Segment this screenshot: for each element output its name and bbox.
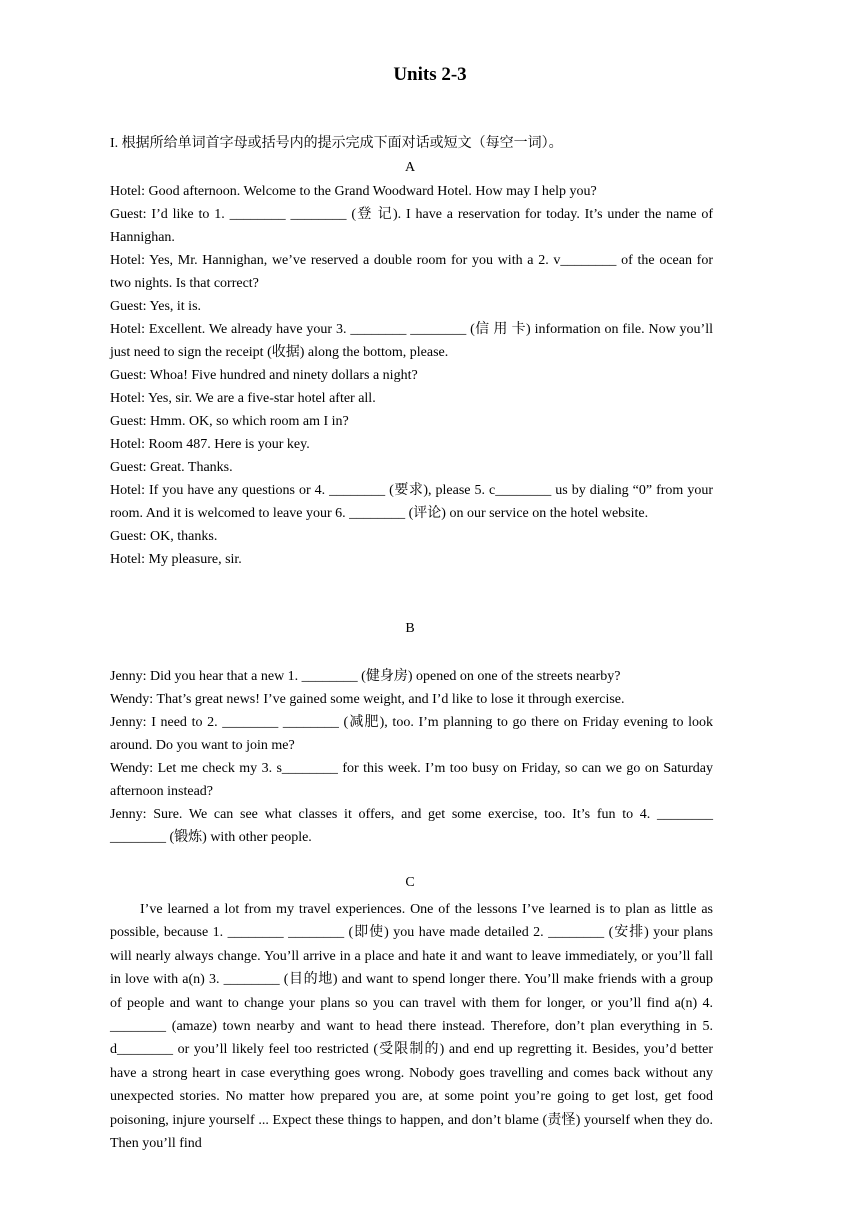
- section-b-dialogue: [110, 665, 713, 849]
- section-c-paragraph: I’ve learned a lot from my travel experiences. One of the lessons I’ve learned is to plan as little as possible, because 1. ________ ________ (即使) you have made detailed 2. ________ (安排) your plans will nearly always change. You’ll arrive in a place and hate it and want to leave immediately, or you’ll fall in love with a(n) 3. ________ (目的地) and want to spend longer there. You’ll make friends with a group of people and want to change your plans so you can travel with them for longer, or you’ll find a(n) 4. ________ (amaze) town nearby and want to head there instead. Therefore, don’t plan everything in 5. d________ or you’ll likely feel too restricted (受限制的) and end up regretting it. Besides, you’d better have a strong heart in case everything goes wrong. Nobody goes travelling and comes back without any unexpected stories. No matter how prepared you are, at some point you’re going to get lost, get food poisoning, injure yourself ... Expect these things to happen, and don’t blame (责怪) yourself when they do. Then you’ll find: [110, 902, 713, 1152]
- section-a-label: A: [404, 160, 416, 175]
- section-b-label: B: [405, 621, 415, 636]
- dialogue-line: Hotel: Yes, Mr. Hannighan, we’ve reserved a double room for you with a 2. v________ of the ocean for two nights. Is that correct?: [110, 253, 713, 291]
- dialogue-line: Hotel: If you have any questions or 4. ________ (要求), please 5. c________ us by dialing “0” from your room. And it is welcomed to leave your 6. ________ (评论) on our service on the hotel website.: [110, 483, 713, 521]
- dialogue-line: Jenny: Sure. We can see what classes it offers, and get some exercise, too. It’s fun to 4. ________ ________ (锻炼) with other people.: [110, 807, 713, 845]
- exercise-instruction: I. 根据所给单词首字母或括号内的提示完成下面对话或短文（每空一词）。: [110, 136, 563, 151]
- dialogue-line: Jenny: I need to 2. ________ ________ (减肥), too. I’m planning to go there on Friday evening to look around. Do you want to join me?: [110, 715, 713, 753]
- dialogue-line: Guest: Great. Thanks.: [110, 460, 233, 475]
- dialogue-line: Hotel: Yes, sir. We are a five-star hotel after all.: [110, 391, 376, 406]
- dialogue-line: Hotel: My pleasure, sir.: [110, 552, 242, 567]
- section-a-dialogue: [110, 180, 713, 571]
- dialogue-line: Hotel: Good afternoon. Welcome to the Grand Woodward Hotel. How may I help you?: [110, 184, 597, 199]
- dialogue-line: Wendy: That’s great news! I’ve gained some weight, and I’d like to lose it through exercise.: [110, 692, 625, 707]
- dialogue-line: Guest: OK, thanks.: [110, 529, 218, 544]
- dialogue-line: Guest: Whoa! Five hundred and ninety dollars a night?: [110, 368, 418, 383]
- dialogue-line: Guest: Yes, it is.: [110, 299, 202, 314]
- dialogue-line: Jenny: Did you hear that a new 1. ________ (健身房) opened on one of the streets nearby?: [110, 669, 621, 684]
- section-c-label: C: [405, 875, 415, 890]
- dialogue-line: Hotel: Room 487. Here is your key.: [110, 437, 310, 452]
- dialogue-line: Guest: I’d like to 1. ________ ________ (登 记). I have a reservation for today. It’s under the name of Hannighan.: [110, 207, 713, 245]
- page-title: Units 2-3: [393, 64, 467, 85]
- dialogue-line: Wendy: Let me check my 3. s________ for this week. I’m too busy on Friday, so can we go on Saturday afternoon instead?: [110, 761, 713, 799]
- dialogue-line: Guest: Hmm. OK, so which room am I in?: [110, 414, 349, 429]
- dialogue-line: Hotel: Excellent. We already have your 3. ________ ________ (信 用 卡) information on file. Now you’ll just need to sign the receipt (收据) along the bottom, please.: [110, 322, 713, 360]
